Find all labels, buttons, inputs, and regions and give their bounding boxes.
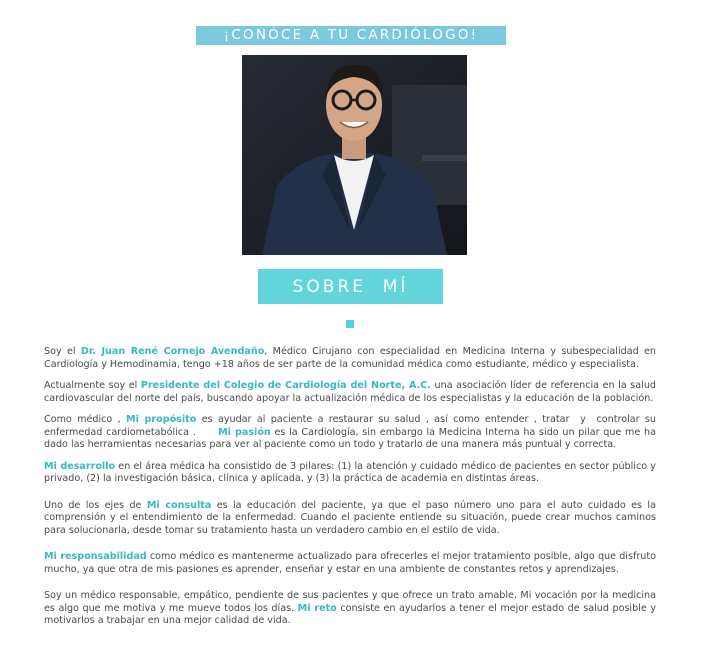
highlight-text: Mi responsabilidad — [44, 551, 147, 562]
highlight-text: Mi consulta — [146, 499, 212, 511]
text: consiste en ayudarlos a tener el mejor estado de salud posible y motivarlos a trabajar en una mejor calidad de vida. — [44, 602, 656, 626]
doctor-photo — [242, 55, 467, 255]
text: una asociación líder de referencia en la salud cardiovascular del norte del país, buscando apoyar la actualización médica de los especialistas y la educación de la población. — [44, 380, 657, 404]
bio-paragraph — [44, 461, 656, 486]
section-title-banner — [196, 26, 506, 45]
highlight-text: Mi pasión — [218, 426, 271, 438]
doctor-name: Dr. Juan René Cornejo Avendaño — [80, 346, 265, 357]
text: Uno de los ejes de — [44, 499, 147, 511]
bio-paragraph — [44, 551, 656, 576]
bio-paragraph — [44, 500, 656, 538]
decorative-square — [346, 320, 354, 328]
highlight-text: Mi desarrollo — [44, 460, 116, 472]
text: Como médico , — [44, 414, 127, 425]
bio-paragraph — [44, 590, 656, 628]
about-me-banner — [258, 269, 443, 304]
text: en el área médica ha consistido de 3 pilares: (1) la atención y cuidado médico de pacientes en sector público y privado, (2) la investigación básica, clínica y aplicada, y (3) la práctica de academia en distintas áreas. — [44, 460, 656, 484]
section-title: ¡CONÓCE A TU CARDIÓLOGO! — [223, 26, 479, 43]
text: Soy el — [44, 346, 81, 357]
bio-paragraph — [44, 380, 656, 405]
text: como médico es mantenerme actualizado para ofrecerles el mejor tratamiento posible, algo que disfruto mucho, ya que otra de mis pasiones es aprender, enseñar y estar en una ambiente de constantes retos y aprendizajes. — [44, 551, 656, 575]
text: es la Cardiología, sin embargo la Medicina Interna ha sido un pilar que me ha dado las herramientas necesarias para ver al paciente como un todo y tratarlo de una manera más puntual y correcta. — [44, 426, 660, 450]
text: , Médico Cirujano con especialidad en Medicina Interna y subespecialidad en Cardiología y Hemodinamia, tengo +18 años de ser parte de la comunidad médica como estudiante, médico y especialista. — [44, 346, 656, 370]
bio-paragraph — [44, 346, 656, 371]
highlight-text: Mi reto — [297, 602, 337, 614]
bio-paragraph — [44, 414, 660, 452]
highlight-text: Presidente del Colegio de Cardiología del Norte, A.C. — [140, 380, 431, 391]
text: Actualmente soy el — [44, 380, 141, 391]
bio-content — [44, 346, 660, 637]
text: es la educación del paciente, ya que el paso número uno para el auto cuidado es la comprensión y el entendimiento de la enfermedad. Cuando el paciente entiende su situación, puede crear muchos caminos para solucionarla, desde tomar su tratamiento hasta un verdadero cambio en el estilo de vida. — [44, 499, 656, 536]
text: es ayudar al paciente a restaurar su salud , así como entender , tratar y controlar su enfermedad cardiometabólica . — [44, 414, 660, 438]
about-me-title: SOBRE MÍ — [292, 276, 409, 297]
highlight-text: Mi propósito — [126, 414, 197, 425]
text: Soy un médico responsable, empático, pendiente de sus pacientes y que ofrece un trato amable. Mi vocación por la medicina es algo que me motiva y me mueve todos los días. — [44, 590, 656, 614]
